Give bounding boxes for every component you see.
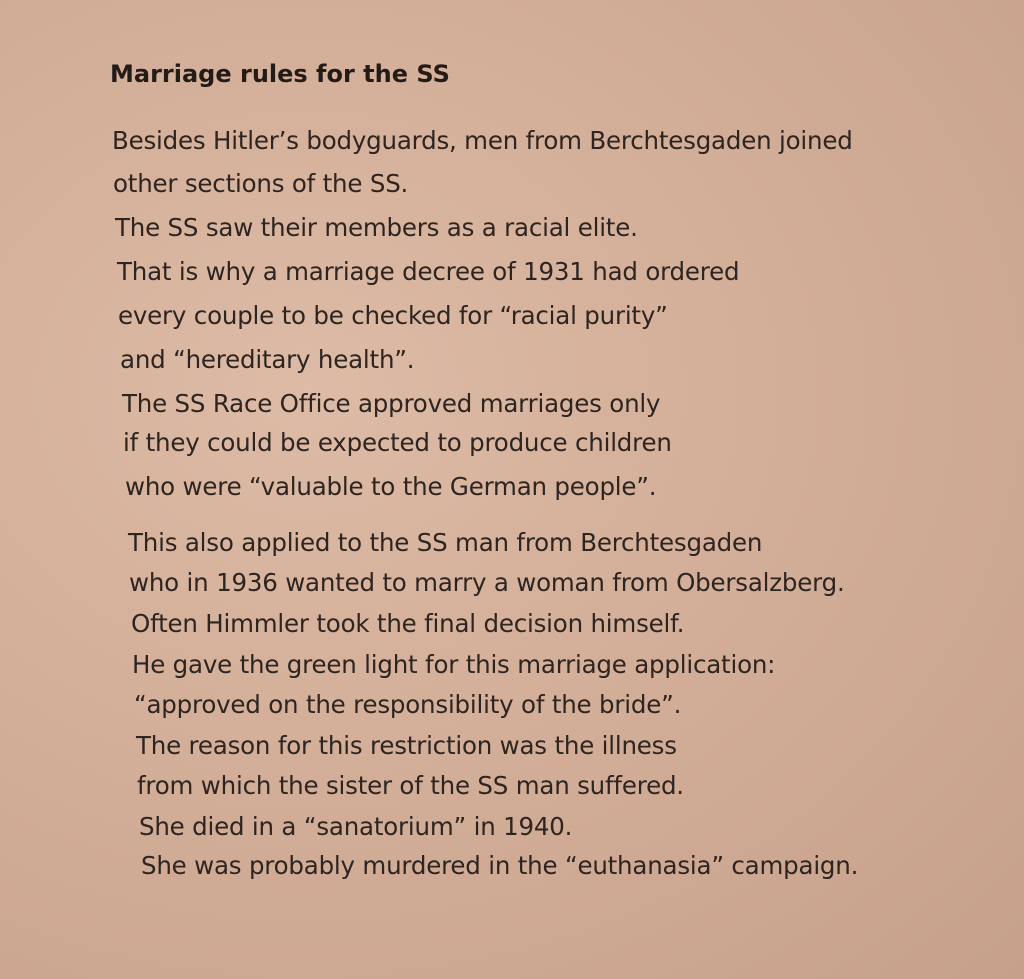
text-line: Besides Hitler’s bodyguards, men from Berchtesgaden joined <box>112 126 853 155</box>
text-line: from which the sister of the SS man suffered. <box>137 771 684 800</box>
text-line: She was probably murdered in the “euthanasia” campaign. <box>141 851 859 880</box>
text-line: He gave the green light for this marriage application: <box>132 650 776 679</box>
text-line: Often Himmler took the final decision himself. <box>131 609 685 638</box>
text-line: if they could be expected to produce children <box>123 428 672 457</box>
text-line: She died in a “sanatorium” in 1940. <box>139 812 573 841</box>
text-line: and “hereditary health”. <box>120 345 415 374</box>
text-line: The SS Race Office approved marriages only <box>122 389 661 418</box>
text-line: The SS saw their members as a racial elite. <box>115 213 638 242</box>
text-line: other sections of the SS. <box>113 169 409 198</box>
text-line: “approved on the responsibility of the bride”. <box>134 690 682 719</box>
text-line: That is why a marriage decree of 1931 had ordered <box>117 257 740 286</box>
panel-title: Marriage rules for the SS <box>110 60 450 88</box>
text-line: who in 1936 wanted to marry a woman from Obersalzberg. <box>129 568 845 597</box>
text-line: The reason for this restriction was the illness <box>136 731 677 760</box>
text-line: This also applied to the SS man from Berchtesgaden <box>128 528 763 557</box>
text-line: every couple to be checked for “racial purity” <box>118 301 668 330</box>
text-line: who were “valuable to the German people”. <box>125 472 657 501</box>
